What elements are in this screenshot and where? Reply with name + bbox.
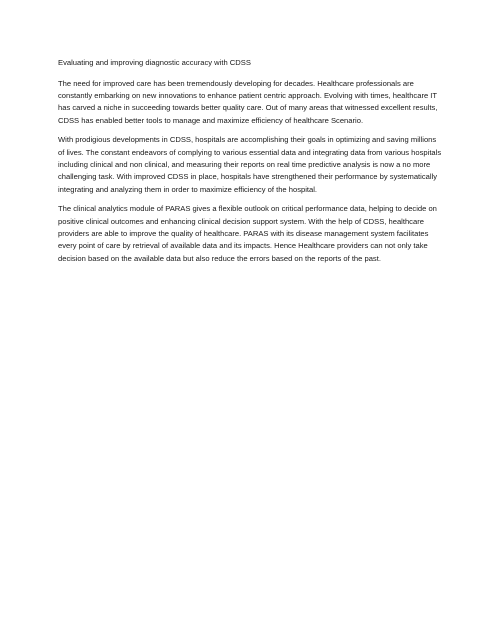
paragraph-3: The clinical analytics module of PARAS gives a flexible outlook on critical performance data, helping to decide on positive clinical outcomes and enhancing clinical decision support system. With the help of CDSS, healthcare providers are able to improve the quality of healthcare. PARAS with its disease management system facilitates every point of care by retrieval of available data and its impacts. Hence Healthcare providers can not only take decision based on the available data but also reduce the errors based on the reports of the past. bbox=[58, 204, 437, 263]
paragraph-1: The need for improved care has been tremendously developing for decades. Healthcare professionals are constantly embarking on new innovations to enhance patient centric approach. Evolving with times, healthcare IT has carved a niche in succeeding towards better quality care. Out of many areas that witnessed excellent results, CDSS has enabled better tools to manage and maximize efficiency of healthcare Scenario. bbox=[58, 78, 438, 125]
document-title: Evaluating and improving diagnostic accuracy with CDSS bbox=[58, 58, 251, 67]
document-body bbox=[58, 58, 444, 272]
paragraph-2: With prodigious developments in CDSS, hospitals are accomplishing their goals in optimizing and saving millions of lives. The constant endeavors of complying to various essential data and integrating data from various hospitals including clinical and non clinical, and measuring their reports on real time predictive analysis is now a no more challenging task. With improved CDSS in place, hospitals have strengthened their performance by systematically integrating and analyzing them in order to maximize efficiency of the hospital. bbox=[58, 135, 442, 194]
